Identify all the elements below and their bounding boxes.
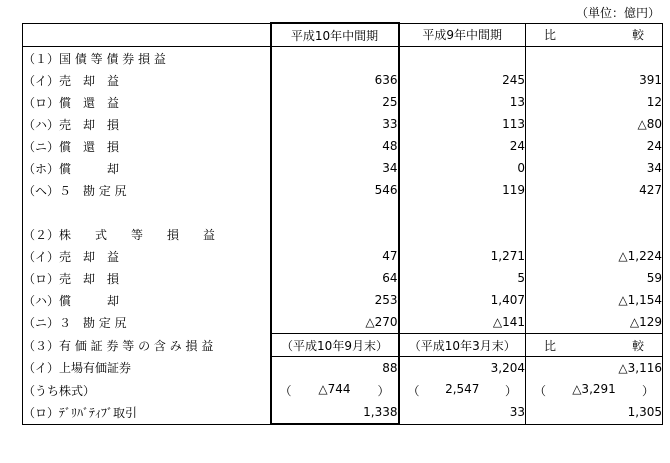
header-row — [23, 23, 663, 47]
col-header-h9-interim: 平成9年中間期 — [399, 23, 526, 47]
securities-gains-losses-table — [22, 22, 663, 425]
table-row: （イ）上場有価証券 88 3,204 △3,116 — [23, 357, 663, 380]
table-row: （イ）売 却 益 636 245 391 — [23, 69, 663, 91]
table-row: （ニ）償 還 損 48 24 24 — [23, 135, 663, 157]
col-header-comparison-2: 比 較 — [526, 334, 663, 357]
table-row: （ニ）３ 勘 定 尻 △270 △141 △129 — [23, 311, 663, 334]
section1-title: （１）国 債 等 債 券 損 益 — [23, 47, 271, 70]
section3-title: （３）有 価 証 券 等 の 含 み 損 益 — [23, 334, 271, 357]
table-row: （ホ）償 却 34 0 34 — [23, 157, 663, 179]
col-header-h10-interim: 平成10年中間期 — [271, 23, 399, 47]
table-row: （イ）売 却 益 47 1,271 △1,224 — [23, 245, 663, 267]
section1-title-row — [23, 47, 663, 70]
spacer-row — [23, 201, 663, 223]
col-header-h10-mar: （平成10年3月末） — [399, 334, 526, 357]
section2-title-row — [23, 223, 663, 245]
col-header-comparison: 比 較 — [526, 23, 663, 47]
unit-note: （単位：億円） — [575, 6, 660, 20]
table-row: （ヘ）５ 勘 定 尻 546 119 427 — [23, 179, 663, 201]
table-row: （ハ）償 却 253 1,407 △1,154 — [23, 289, 663, 311]
table-row: （うち株式） （ △744 ） （ 2,547 ） （ △3,291 ） — [23, 379, 663, 401]
table-row: （ロ）ﾃﾞﾘﾊﾞﾃｨﾌﾞ取引 1,338 33 1,305 — [23, 401, 663, 424]
section2-title: （２）株 式 等 損 益 — [23, 223, 271, 245]
header2-row — [23, 334, 663, 357]
table-row: （ロ）償 還 益 25 13 12 — [23, 91, 663, 113]
table-row: （ロ）売 却 損 64 5 59 — [23, 267, 663, 289]
table-row: （ハ）売 却 損 33 113 △80 — [23, 113, 663, 135]
col-header-h10-sep: （平成10年9月末） — [271, 334, 399, 357]
